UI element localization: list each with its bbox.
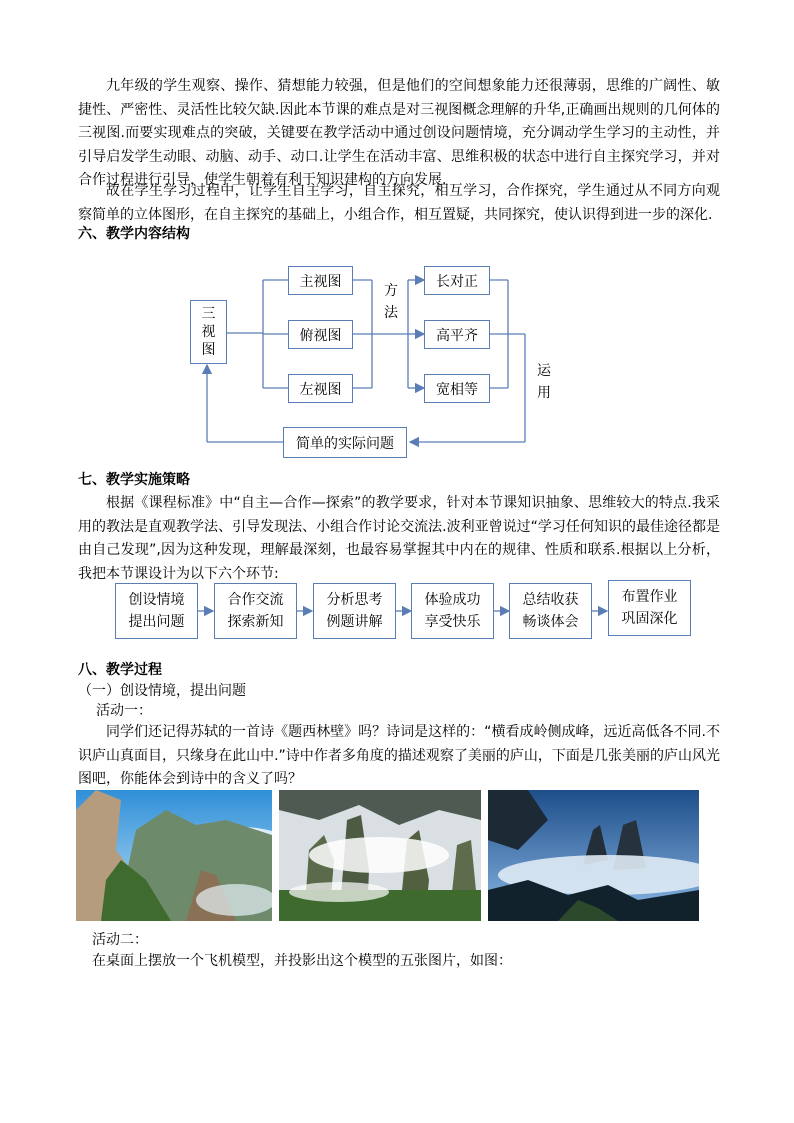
flow-step-5: 总结收获 畅谈体会 (509, 583, 592, 639)
method-label: 方 法 (384, 283, 398, 321)
activity-1-label: 活动一： (96, 703, 152, 719)
left-view-box: 左视图 (288, 374, 353, 403)
root-char-1: 三 (201, 306, 216, 322)
apply-label: 运 用 (537, 363, 551, 401)
intro-paragraph-2: 故在学生学习过程中，让学生自主学习，自主探究，相互学习，合作探究，学生通过从不同方向观察简单的立体图形，在自主探究的基础上，小组合作，相互置疑，共同探究，使认识得到进一步的深化. (78, 183, 720, 223)
rule-height-box: 高平齐 (424, 320, 490, 349)
mountain-photo (76, 790, 272, 921)
flow-step-1: 创设情境 提出问题 (115, 583, 198, 639)
subsection-1-title: （一）创设情境，提出问题 (78, 683, 246, 699)
section-7-paragraph: 根据《课程标准》中“自主—合作—探索”的教学要求，针对本节课知识抽象、思维较大的特点.我采用的教法是直观教学法、引导发现法、小组合作讨论交流法.波利亚曾说过“学习任何知识的最佳途径都是由自己发现”,因为这种发现，理解最深刻，也最容易掌握其中内在的规律、性质和联系.根据以上分析，我把本节课设计为以下六个环节: (78, 495, 720, 582)
intro-paragraph-1: 九年级的学生观察、操作、猜想能力较强，但是他们的空间想象能力还很薄弱，思维的广阔性、敏捷性、严密性、灵活性比较欠缺.因此本节课的难点是对三视图概念理解的升华,正确画出规则的几何体的三视图.而要实现难点的突破，关键要在教学活动中通过创设问题情境，充分调动学生学习的主动性，并引导启发学生动眼、动脑、动手、动口.让学生在活动丰富、思维积极的状态中进行自主探究学习，并对合作过程进行引导，使学生朝着有利于知识建构的方向发展. (78, 78, 720, 188)
root-char-3: 图 (201, 342, 216, 358)
rule-width-box: 宽相等 (424, 374, 490, 403)
flow-step-6: 布置作业 巩固深化 (608, 580, 691, 636)
rule-length-box: 长对正 (424, 266, 490, 295)
top-view-box: 俯视图 (288, 320, 353, 349)
section-8-heading: 八、教学过程 (78, 662, 162, 678)
activity-2-label: 活动二： (92, 932, 148, 948)
practical-problem-box: 简单的实际问题 (283, 427, 407, 458)
activity-2-text: 在桌面上摆放一个飞机模型，并投影出这个模型的五张图片，如图： (92, 953, 512, 969)
flow-step-3: 分析思考 例题讲解 (313, 583, 396, 639)
root-char-2: 视 (201, 324, 216, 340)
section-6-heading: 六、教学内容结构 (78, 226, 190, 242)
section-7-heading: 七、教学实施策略 (78, 472, 190, 488)
sea-of-clouds-photo (488, 790, 699, 921)
flow-step-2: 合作交流 探索新知 (214, 583, 297, 639)
misty-peaks-photo (279, 790, 481, 921)
front-view-box: 主视图 (288, 266, 353, 295)
flow-step-4: 体验成功 享受快乐 (411, 583, 494, 639)
activity-1-text: 同学们还记得苏轼的一首诗《题西林壁》吗？诗词是这样的：“横看成岭侧成峰，远近高低各不同.不识庐山真面目，只缘身在此山中.”诗中作者多角度的描述观察了美丽的庐山，下面是几张美丽的庐山风光图吧，你能体会到诗中的含义了吗？ (78, 724, 720, 787)
